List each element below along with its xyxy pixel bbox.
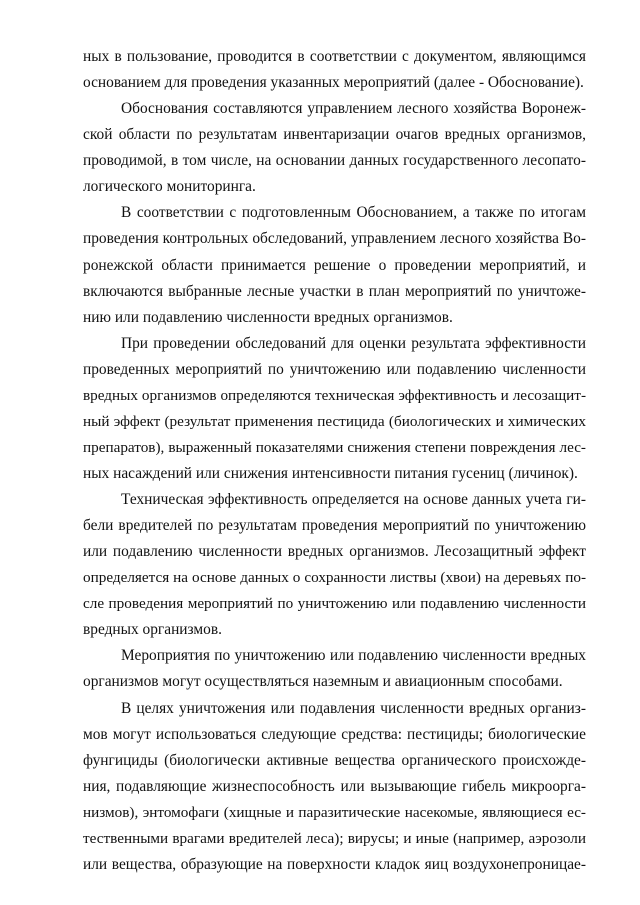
text-line: вредных организмов. [83,621,222,639]
text-line: организмов могут осуществляться наземным и авиационным способами. [83,673,563,691]
text-line: ный эффект (результат применения пестицида (биологических и химических [83,412,586,430]
text-line: препаратов), выраженный показателями снижения степени повреждения лес- [83,438,586,456]
text-line: или подавлению численности вредных организмов. Лесозащитный эффект [83,543,586,561]
text-line: нию или подавлению численности вредных организмов. [83,308,453,326]
text-line: ронежской области принимается решение о проведении мероприятий, и [83,256,586,274]
text-line: Мероприятия по уничтожению или подавлению численности вредных [121,647,586,665]
text-line: вредных организмов определяются техническая эффективность и лесозащит- [83,386,586,404]
text-line: ской области по результатам инвентаризации очагов вредных организмов, [83,126,586,144]
text-line: Техническая эффективность определяется на основе данных учета ги- [121,491,586,508]
text-line: проводимой, в том числе, на основании данных государственного лесопато- [83,152,586,170]
text-line: основанием для проведения указанных мероприятий (далее - Обоснование). [83,74,584,92]
text-line: Обоснования составляются управлением лесного хозяйства Воронеж- [121,100,586,118]
text-line: ных насаждений или снижения интенсивности питания гусениц (личинок). [83,465,578,482]
text-line: сле проведения мероприятий по уничтожению или подавлению численности [83,595,586,613]
text-line: ния, подавляющие жизнеспособность или вызывающие гибель микроорга- [83,777,586,795]
text-line: В соответствии с подготовленным Обоснованием, а также по итогам [121,204,586,222]
text-line: проведения контрольных обследований, управлением лесного хозяйства Во- [83,230,586,248]
text-line: фунгициды (биологически активные вещества органического происхожде- [83,751,586,769]
text-line: мов могут использоваться следующие средства: пестициды; биологические [83,725,586,743]
text-line: тественными врагами вредителей леса); вирусы; и иные (например, аэрозоли [83,829,586,847]
text-line: или вещества, образующие на поверхности кладок яиц воздухонепроницае- [83,855,586,873]
text-line: При проведении обследований для оценки результата эффективности [121,334,586,352]
text-line: ных в пользование, проводится в соответствии с документом, являющимся [83,48,586,65]
text-line: бели вредителей по результатам проведения мероприятий по уничтожению [83,517,586,535]
text-line: включаются выбранные лесные участки в план мероприятий по уничтоже- [83,282,586,300]
text-line: низмов), энтомофаги (хищные и паразитические насекомые, являющиеся ес- [83,803,586,821]
text-line: В целях уничтожения или подавления численности вредных организ- [121,699,586,717]
text-line: логического мониторинга. [83,178,256,196]
text-line: определяется на основе данных о сохранности листвы (хвои) на деревьях по- [83,569,586,587]
text-line: проведенных мероприятий по уничтожению или подавлению численности [83,360,586,378]
